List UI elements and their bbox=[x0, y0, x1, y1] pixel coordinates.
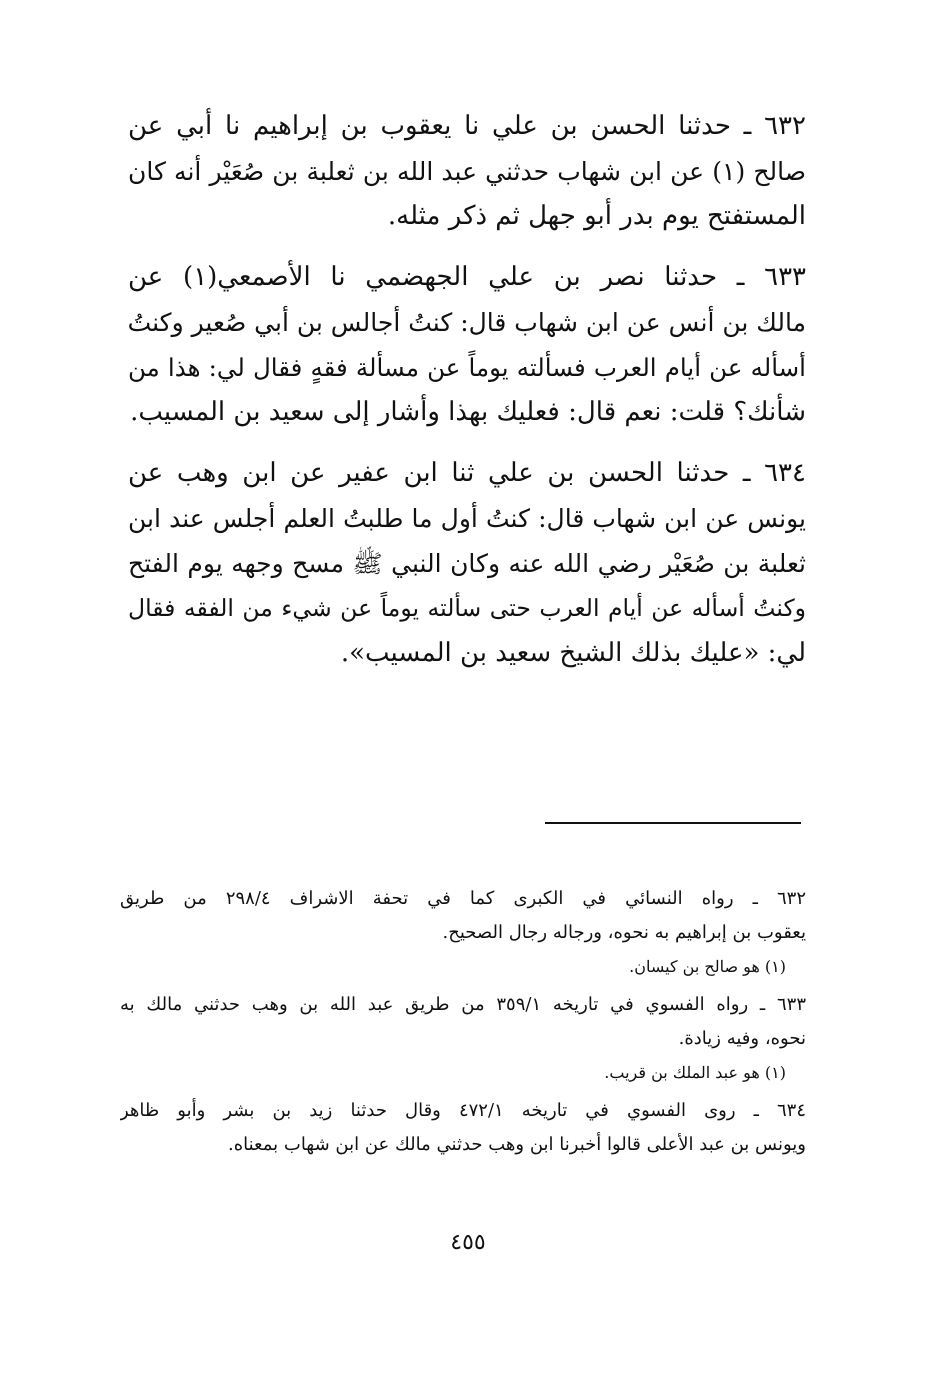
footnotes bbox=[120, 882, 806, 1166]
footnote-line: ٦٣٤ ـ روى الفسوي في تاريخه ٤٧٢/١ وقال حدثنا زيد بن بشر وأبو ظاهر bbox=[120, 1100, 806, 1121]
hadith-line: وكنتُ أسأله عن أيام العرب حتى سألته يوماً عن شيء من الفقه فقال bbox=[128, 594, 806, 622]
footnote-line: ويونس بن عبد الأعلى قالوا أخبرنا ابن وهب حدثني مالك عن ابن شهاب بمعناه. bbox=[227, 1134, 806, 1155]
hadith-line: مالك بن أنس عن ابن شهاب قال: كنتُ أجالس بن أبي صُعير وكنتُ bbox=[128, 308, 806, 337]
footnote-634 bbox=[120, 1094, 806, 1162]
hadith-line: المستفتح يوم بدر أبو جهل ثم ذكر مثله. bbox=[387, 201, 806, 231]
hadith-line: شأنك؟ قلت: نعم قال: فعليك بهذا وأشار إلى سعيد بن المسيب. bbox=[130, 397, 806, 427]
hadith-633 bbox=[128, 255, 806, 435]
footnote-632 bbox=[120, 882, 806, 984]
hadith-line: ٦٣٢ ـ حدثنا الحسن بن علي نا يعقوب بن إبراهيم نا أبي عن bbox=[128, 111, 806, 141]
footnote-note: (١) هو عبد الملك بن قريب. bbox=[604, 1063, 786, 1082]
hadith-634 bbox=[128, 451, 806, 676]
hadith-line: ٦٣٤ ـ حدثنا الحسن بن علي ثنا ابن عفير عن ابن وهب عن bbox=[128, 458, 806, 488]
hadith-line: لي: «عليك بذلك الشيخ سعيد بن المسيب». bbox=[340, 638, 806, 668]
footnote-separator bbox=[545, 822, 801, 824]
footnote-line: ٦٣٢ ـ رواه النسائي في الكبرى كما في تحفة الاشراف ٢٩٨/٤ من طريق bbox=[120, 888, 806, 909]
hadith-line: ثعلبة بن صُعَيْر رضي الله عنه وكان النبي ﷺ مسح وجهه يوم الفتح bbox=[128, 549, 806, 578]
footnote-633 bbox=[120, 988, 806, 1090]
main-text bbox=[128, 104, 806, 692]
hadith-line: ٦٣٣ ـ حدثنا نصر بن علي الجهضمي نا الأصمعي(١) عن bbox=[128, 262, 806, 292]
footnote-line: يعقوب بن إبراهيم به نحوه، ورجاله رجال الصحيح. bbox=[442, 922, 806, 943]
footnote-line: ٦٣٣ ـ رواه الفسوي في تاريخه ٣٥٩/١ من طريق عبد الله بن وهب حدثني مالك به bbox=[120, 994, 806, 1015]
hadith-line: أسأله عن أيام العرب فسألته يوماً عن مسألة فقهٍ فقال لي: هذا من bbox=[128, 353, 806, 382]
footnote-line: نحوه، وفيه زيادة. bbox=[678, 1028, 806, 1049]
hadith-632 bbox=[128, 104, 806, 239]
hadith-line: صالح (١) عن ابن شهاب حدثني عبد الله بن ثعلبة بن صُعَيْر أنه كان bbox=[128, 157, 806, 186]
page-number: ٤٥٥ bbox=[450, 1230, 486, 1255]
footnote-note: (١) هو صالح بن كيسان. bbox=[629, 957, 786, 976]
hadith-line: يونس عن ابن شهاب قال: كنتُ أول ما طلبتُ العلم أجلس عند ابن bbox=[128, 504, 806, 533]
